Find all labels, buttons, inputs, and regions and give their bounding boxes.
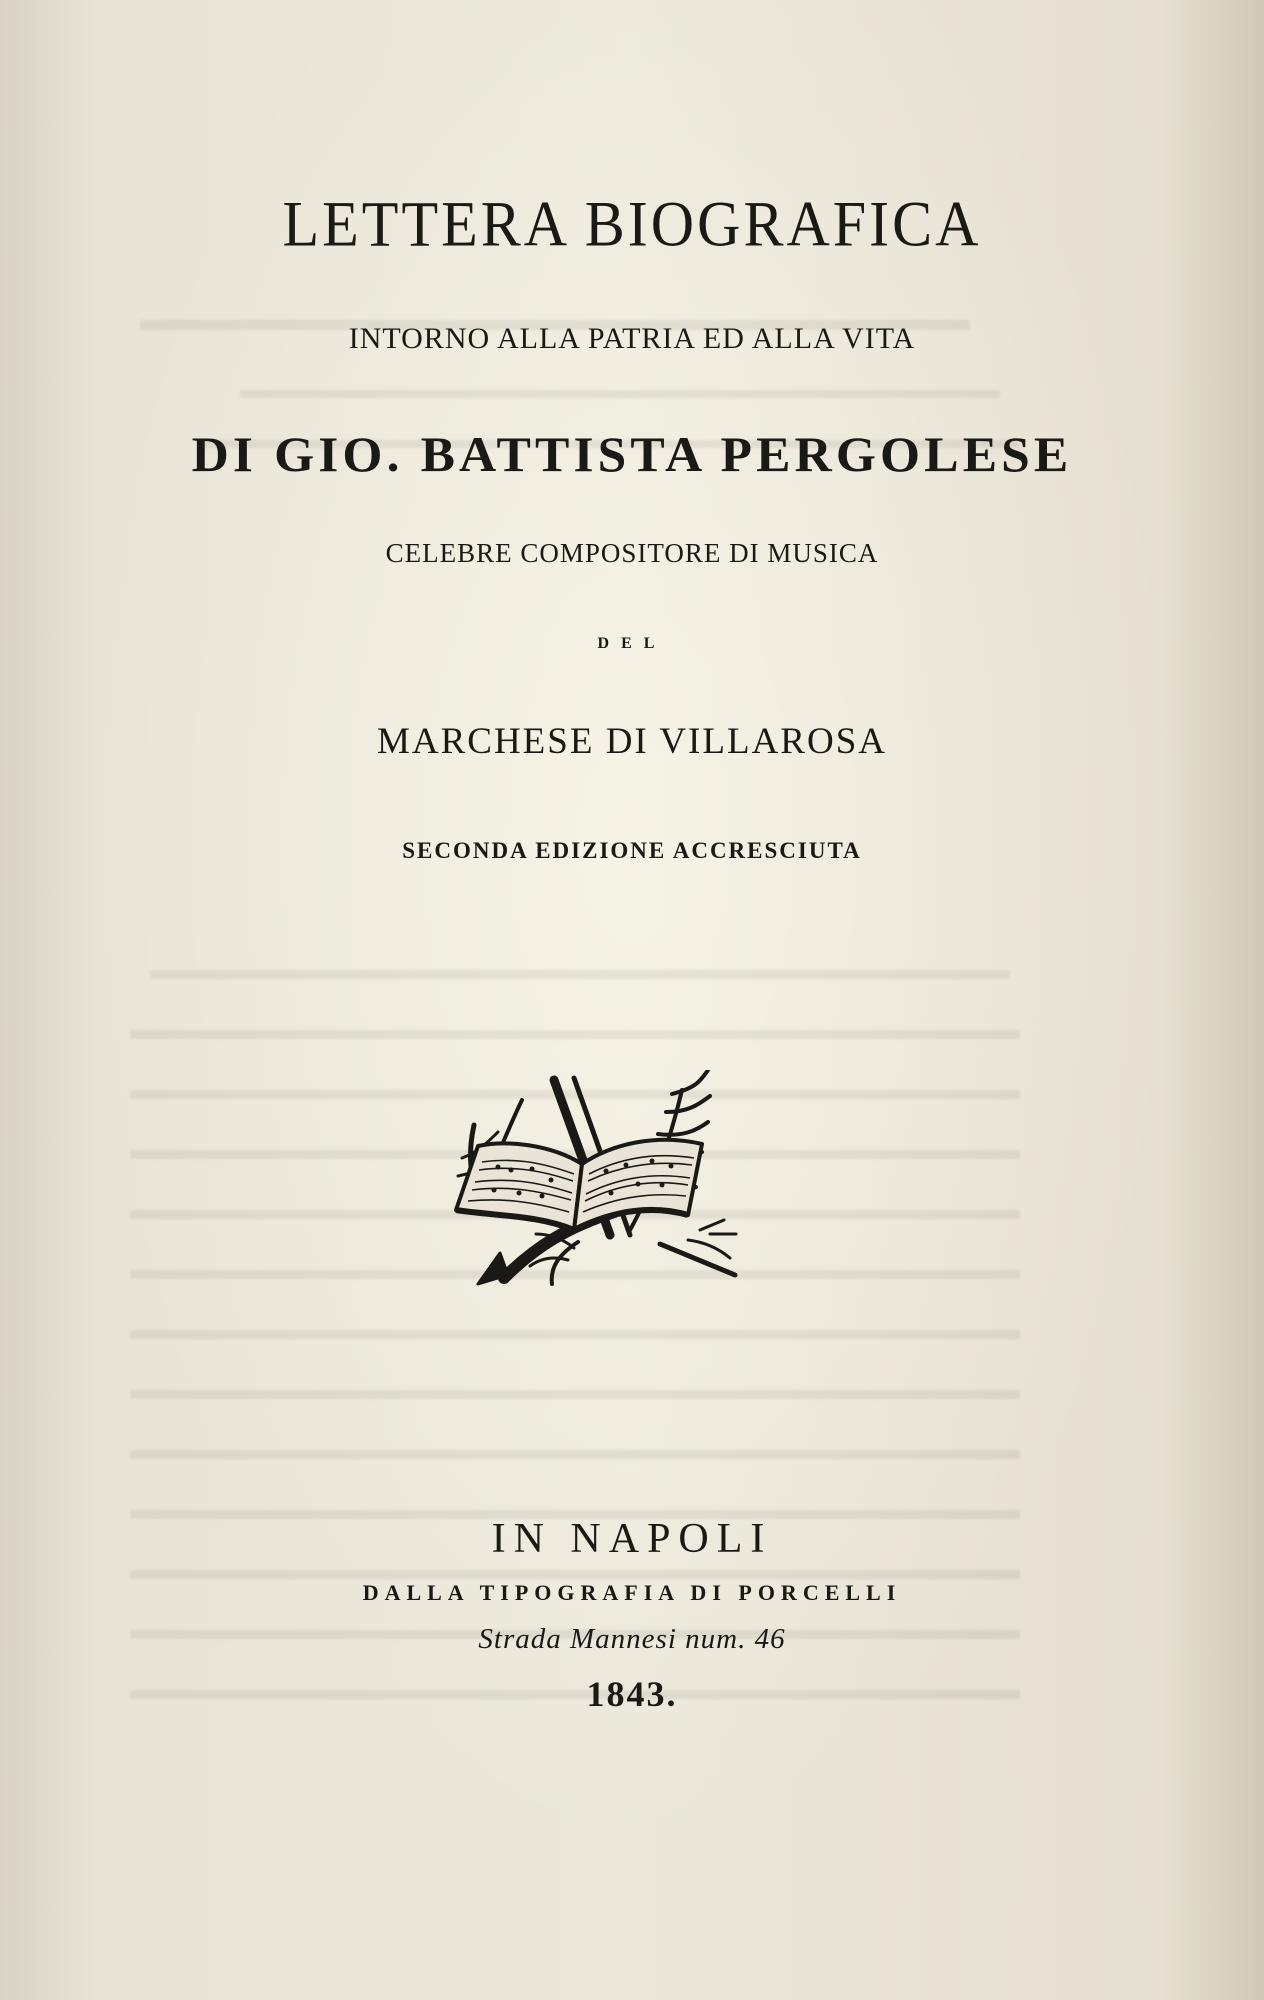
- author-name: MARCHESE DI VILLAROSA: [376, 721, 887, 762]
- book-title: LETTERA BIOGRAFICA: [282, 188, 982, 260]
- music-book-ornament-icon: [450, 1070, 740, 1290]
- imprint-address: Strada Mannesi num. 46: [478, 1623, 786, 1655]
- edition-statement: SECONDA EDIZIONE ACCRESCIUTA: [402, 838, 862, 863]
- subject-description: CELEBRE COMPOSITORE DI MUSICA: [385, 538, 879, 568]
- imprint-place: IN NAPOLI: [491, 1516, 773, 1562]
- subject-name: DI GIO. BATTISTA PERGOLESE: [191, 426, 1073, 482]
- author-preposition: DEL: [597, 635, 667, 652]
- publication-year: 1843.: [586, 1674, 678, 1714]
- imprint-printer: DALLA TIPOGRAFIA DI PORCELLI: [362, 1580, 902, 1605]
- book-subtitle: INTORNO ALLA PATRIA ED ALLA VITA: [348, 322, 916, 355]
